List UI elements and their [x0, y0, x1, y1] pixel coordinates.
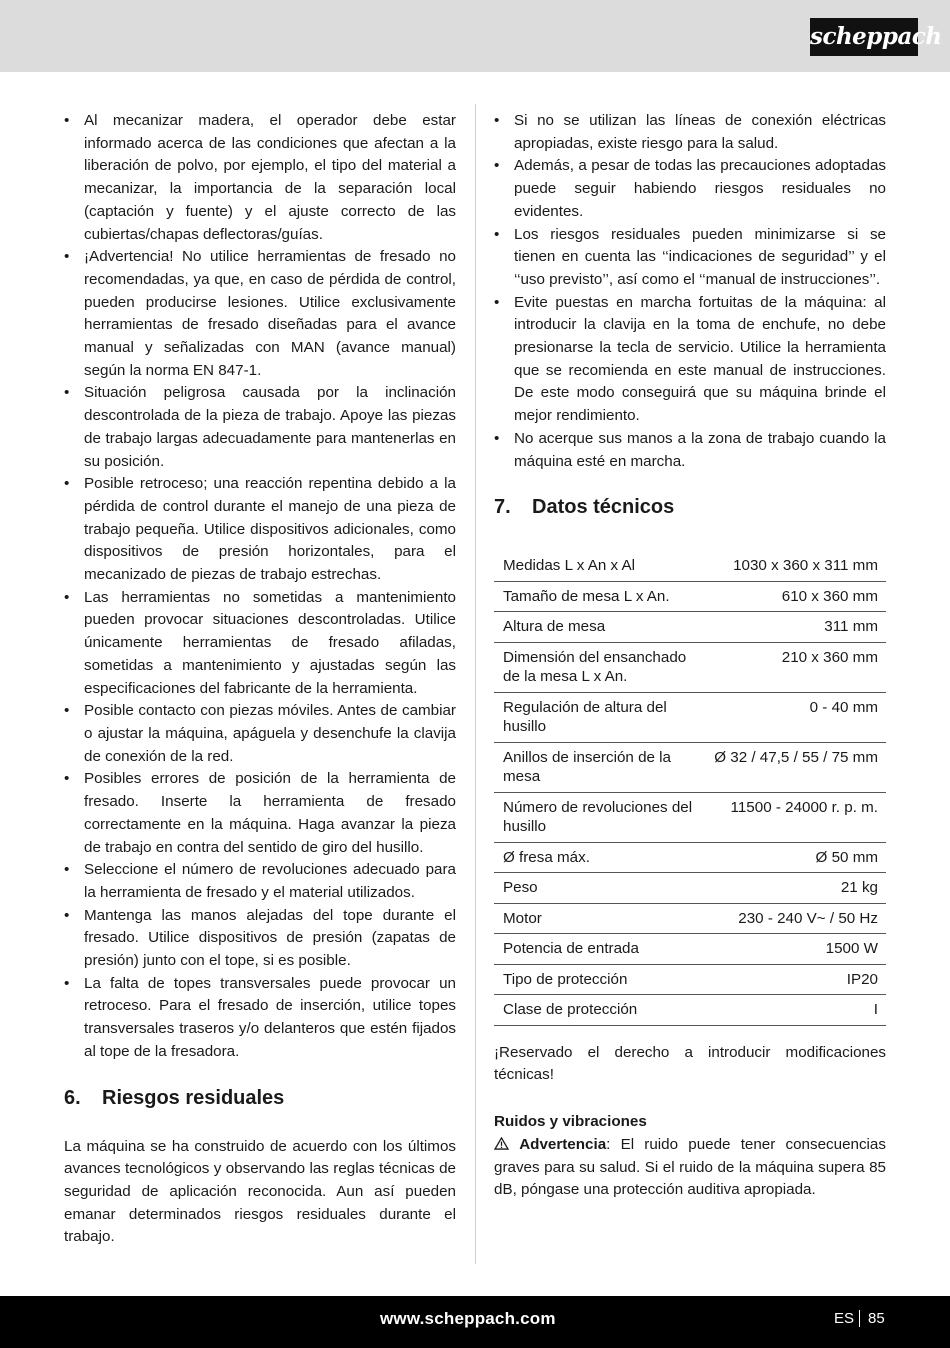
bullet-item: • Posibles errores de posición de la herramienta de fresado. Inserte la herramienta de fresado correctamente en la máquina. Haga avanzar la pieza de trabajo en contra del sentido de giro del husillo.	[64, 768, 456, 859]
warning-body: : El ruido puede tener consecuencias graves para su salud. Si el ruido de la máquina supera 85 dB, póngase una protección auditiva apropiada.	[494, 1135, 886, 1199]
noise-heading: Ruidos y vibraciones	[494, 1113, 647, 1131]
bullet-item: • Al mecanizar madera, el operador debe estar informado acerca de las condiciones que afectan a la liberación de polvo, por ejemplo, el tipo del material a mecanizar, la importancia de la separación local (captación y fuente) y el ajuste correcto de las cubiertas/chapas deflectoras/guías.	[64, 110, 456, 246]
spec-row	[494, 903, 886, 934]
spec-value: 610 x 360 mm	[705, 581, 886, 612]
spec-row	[494, 842, 886, 873]
warning-label: Advertencia	[519, 1135, 607, 1153]
spec-row	[494, 692, 886, 742]
bullet-item: • La falta de topes transversales puede provocar un retroceso. Para el fresado de inserción, utilice topes transversales traseros y/o delanteros que estén fijados al tope de la fresadora.	[64, 973, 456, 1064]
right-column	[494, 110, 886, 1202]
page-number: 85	[868, 1310, 885, 1327]
spec-value: IP20	[705, 964, 886, 995]
warning-icon	[494, 1137, 509, 1150]
spec-label: Anillos de inserción de la mesa	[494, 742, 705, 792]
section-6-heading	[64, 1084, 456, 1112]
safety-bullet-list	[64, 110, 456, 1064]
bullet-item: • ¡Advertencia! No utilice herramientas de fresado no recomendadas, ya que, en caso de pérdida de control, pueden producirse lesiones. Utilice exclusivamente herramientas de fresado diseñadas para el avance manual y señalizadas con MAN (avance manual) según la norma EN 847-1.	[64, 246, 456, 382]
spec-row	[494, 742, 886, 792]
website-link[interactable]: www.scheppach.com	[380, 1309, 556, 1328]
spec-value: I	[705, 995, 886, 1026]
bullet-item: • Las herramientas no sometidas a mantenimiento pueden provocar situaciones descontroladas. Utilice únicamente herramientas de fresado afiladas, sometidas a mantenimiento y ajustadas según las especificaciones del fabricante de la herramienta.	[64, 587, 456, 701]
spec-row	[494, 612, 886, 643]
spec-value: 1030 x 360 x 311 mm	[705, 551, 886, 581]
spec-row	[494, 551, 886, 581]
spec-label: Tamaño de mesa L x An.	[494, 581, 705, 612]
section-title: Riesgos residuales	[102, 1086, 285, 1109]
spec-value: 1500 W	[705, 934, 886, 965]
spec-label: Medidas L x An x Al	[494, 551, 705, 581]
spec-value: Ø 32 / 47,5 / 55 / 75 mm	[705, 742, 886, 792]
column-divider	[475, 104, 476, 1264]
spec-value: 21 kg	[705, 873, 886, 904]
bullet-item: • No acerque sus manos a la zona de trabajo cuando la máquina esté en marcha.	[494, 428, 886, 473]
spec-label: Potencia de entrada	[494, 934, 705, 965]
spec-row	[494, 581, 886, 612]
spec-value: 210 x 360 mm	[705, 642, 886, 692]
section-technical-data	[494, 493, 886, 1087]
scheppach-logo: scheppach	[810, 18, 918, 56]
spec-row	[494, 873, 886, 904]
spec-label: Ø fresa máx.	[494, 842, 705, 873]
spec-label: Peso	[494, 873, 705, 904]
bullet-item: • Además, a pesar de todas las precauciones adoptadas puede seguir habiendo riesgos residuales no evidentes.	[494, 155, 886, 223]
bullet-item: • Seleccione el número de revoluciones adecuado para la herramienta de fresado y el material utilizados.	[64, 859, 456, 904]
spec-row	[494, 934, 886, 965]
residual-risk-bullet-list	[494, 110, 886, 473]
footer-bar	[0, 1296, 950, 1348]
spec-label: Altura de mesa	[494, 612, 705, 643]
spec-label: Tipo de protección	[494, 964, 705, 995]
spec-row	[494, 642, 886, 692]
bullet-item: • Posible contacto con piezas móviles. Antes de cambiar o ajustar la máquina, apáguela y desenchufe la clavija de conexión de la red.	[64, 700, 456, 768]
spec-label: Regulación de altura del husillo	[494, 692, 705, 742]
section-residual-risks	[64, 1084, 456, 1250]
bullet-item: • Posible retroceso; una reacción repentina debido a la pérdida de control durante el manejo de una pieza de trabajo pequeña. Utilice dispositivos adicionales, como dispositivos de presión horizontales, para el mecanizado de piezas de trabajo estrechas.	[64, 473, 456, 587]
spec-label: Clase de protección	[494, 995, 705, 1026]
section-number: 6.	[64, 1086, 81, 1109]
bullet-item: • Situación peligrosa causada por la inclinación descontrolada de la pieza de trabajo. Apoye las piezas de trabajo largas adecuadamente para mantenerlas en su posición.	[64, 382, 456, 473]
spec-value: 311 mm	[705, 612, 886, 643]
spec-row	[494, 995, 886, 1026]
spec-label: Dimensión del ensanchado de la mesa L x An.	[494, 642, 705, 692]
bullet-item: • Mantenga las manos alejadas del tope durante el fresado. Utilice dispositivos de presión (zapatas de presión) junto con el tope, si es posible.	[64, 905, 456, 973]
bullet-item: • Si no se utilizan las líneas de conexión eléctricas apropiadas, existe riesgo para la salud.	[494, 110, 886, 155]
bullet-item: • Evite puestas en marcha fortuitas de la máquina: al introducir la clavija en la toma de enchufe, no debe presionarse la tecla de servicio. Utilice la herramienta que se recomienda en este manual de instrucciones. De este modo conseguirá que su máquina brinde el mejor rendimiento.	[494, 292, 886, 428]
left-column	[64, 110, 456, 1249]
spec-value: 230 - 240 V~ / 50 Hz	[705, 903, 886, 934]
technical-data-table	[494, 551, 886, 1026]
bullet-item: • Los riesgos residuales pueden minimizarse si se tienen en cuenta las ‘‘indicaciones de seguridad’’ y el ‘‘uso previsto’’, así como el ‘‘manual de instrucciones’’.	[494, 224, 886, 292]
section-7-heading	[494, 493, 886, 521]
spec-value: 11500 - 24000 r. p. m.	[705, 792, 886, 842]
section-title: Datos técnicos	[532, 496, 675, 519]
section-number: 7.	[494, 496, 511, 519]
footer-separator	[859, 1310, 860, 1327]
section-6-text: La máquina se ha construido de acuerdo con los últimos avances tecnológicos y observando las reglas técnicas de seguridad de aplicación reconocida. Aun así pueden emanar determinados riesgos residuales durante el trabajo.	[64, 1137, 456, 1246]
noise-warning-text	[494, 1134, 886, 1202]
spec-row	[494, 792, 886, 842]
spec-label: Número de revoluciones del husillo	[494, 792, 705, 842]
spec-row	[494, 964, 886, 995]
modification-note: ¡Reservado el derecho a introducir modificaciones técnicas!	[494, 1043, 886, 1084]
header-bar	[0, 0, 950, 72]
spec-value: Ø 50 mm	[705, 842, 886, 873]
language-code: ES	[834, 1310, 855, 1327]
spec-label: Motor	[494, 903, 705, 934]
spec-value: 0 - 40 mm	[705, 692, 886, 742]
